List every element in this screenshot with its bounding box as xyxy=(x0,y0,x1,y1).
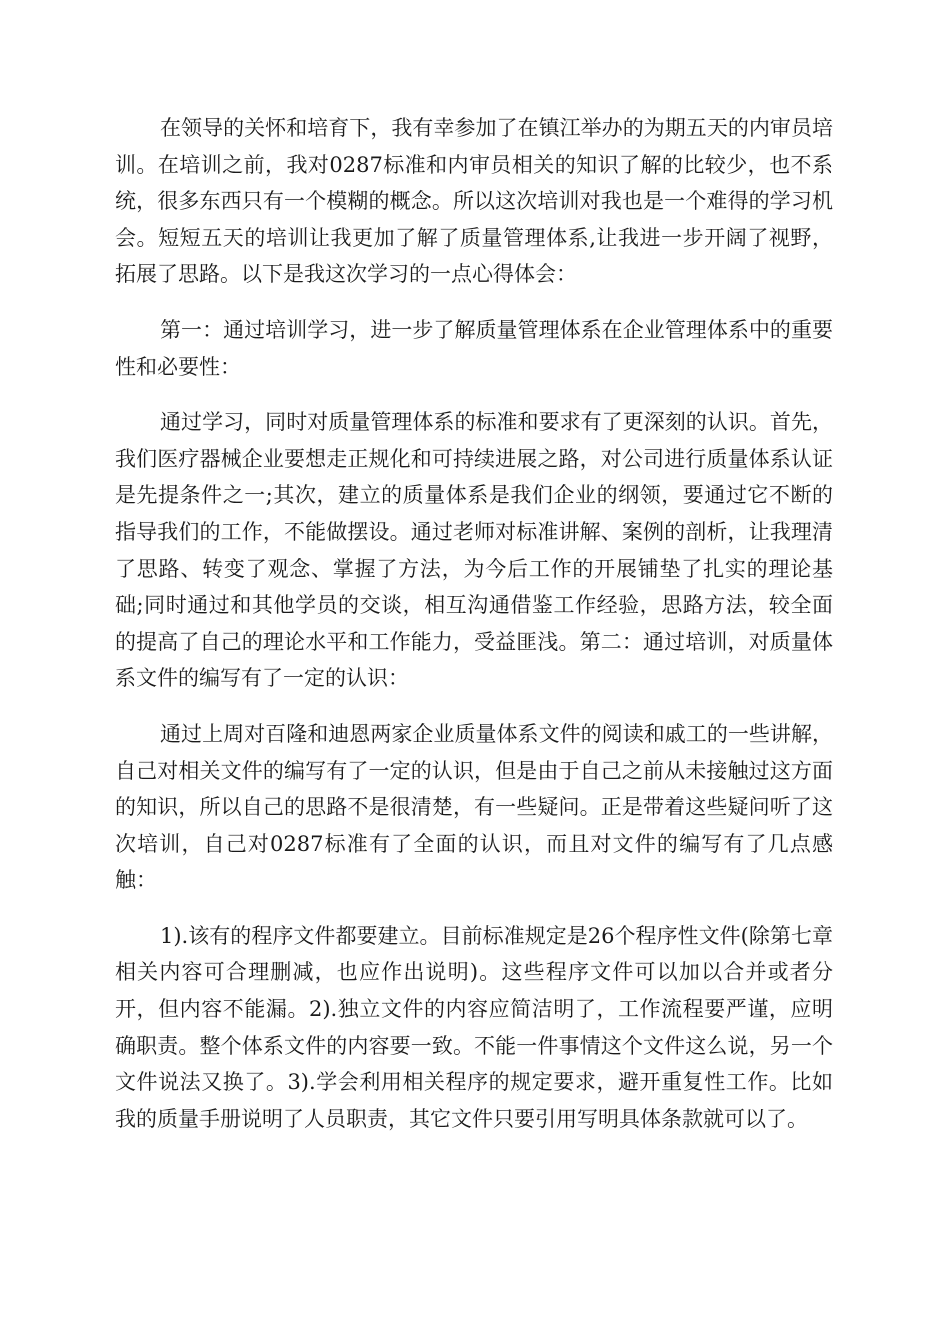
document-body xyxy=(115,110,833,1156)
paragraph-intro: 在领导的关怀和培育下，我有幸参加了在镇江举办的为期五天的内审员培训。在培训之前，我对0287标准和内审员相关的知识了解的比较少，也不系统，很多东西只有一个模糊的概念。所以这次培训对我也是一个难得的学习机会。短短五天的培训让我更加了解了质量管理体系,让我进一步开阔了视野，拓展了思路。以下是我这次学习的一点心得体会： xyxy=(115,116,833,287)
paragraph-point-one-heading: 第一：通过培训学习，进一步了解质量管理体系在企业管理体系中的重要性和必要性： xyxy=(115,317,833,379)
paragraph-point-one-body: 通过学习，同时对质量管理体系的标准和要求有了更深刻的认识。首先，我们医疗器械企业要想走正规化和可持续进展之路，对公司进行质量体系认证是先提条件之一;其次，建立的质量体系是我们企业的纲领，要通过它不断的指导我们的工作，不能做摆设。通过老师对标准讲解、案例的剖析，让我理清了思路、转变了观念、掌握了方法，为今后工作的开展铺垫了扎实的理论基础;同时通过和其他学员的交谈，相互沟通借鉴工作经验，思路方法，较全面的提高了自己的理论水平和工作能力，受益匪浅。第二：通过培训，对质量体系文件的编写有了一定的认识： xyxy=(115,410,833,691)
paragraph-feelings-list: 1).该有的程序文件都要建立。目前标准规定是26个程序性文件(除第七章相关内容可合理删减，也应作出说明)。这些程序文件可以加以合并或者分开，但内容不能漏。2).独立文件的内容应简洁明了，工作流程要严谨，应明确职责。整个体系文件的内容要一致。不能一件事情这个文件这么说，另一个文件说法又换了。3).学会利用相关程序的规定要求，避开重复性工作。比如我的质量手册说明了人员职责，其它文件只要引用写明具体条款就可以了。 xyxy=(115,923,833,1131)
paragraph-point-two-body: 通过上周对百隆和迪恩两家企业质量体系文件的阅读和戚工的一些讲解，自己对相关文件的编写有了一定的认识，但是由于自己之前从未接触过这方面的知识，所以自己的思路不是很清楚，有一些疑问。正是带着这些疑问听了这次培训，自己对0287标准有了全面的认识，而且对文件的编写有了几点感触： xyxy=(115,721,833,893)
